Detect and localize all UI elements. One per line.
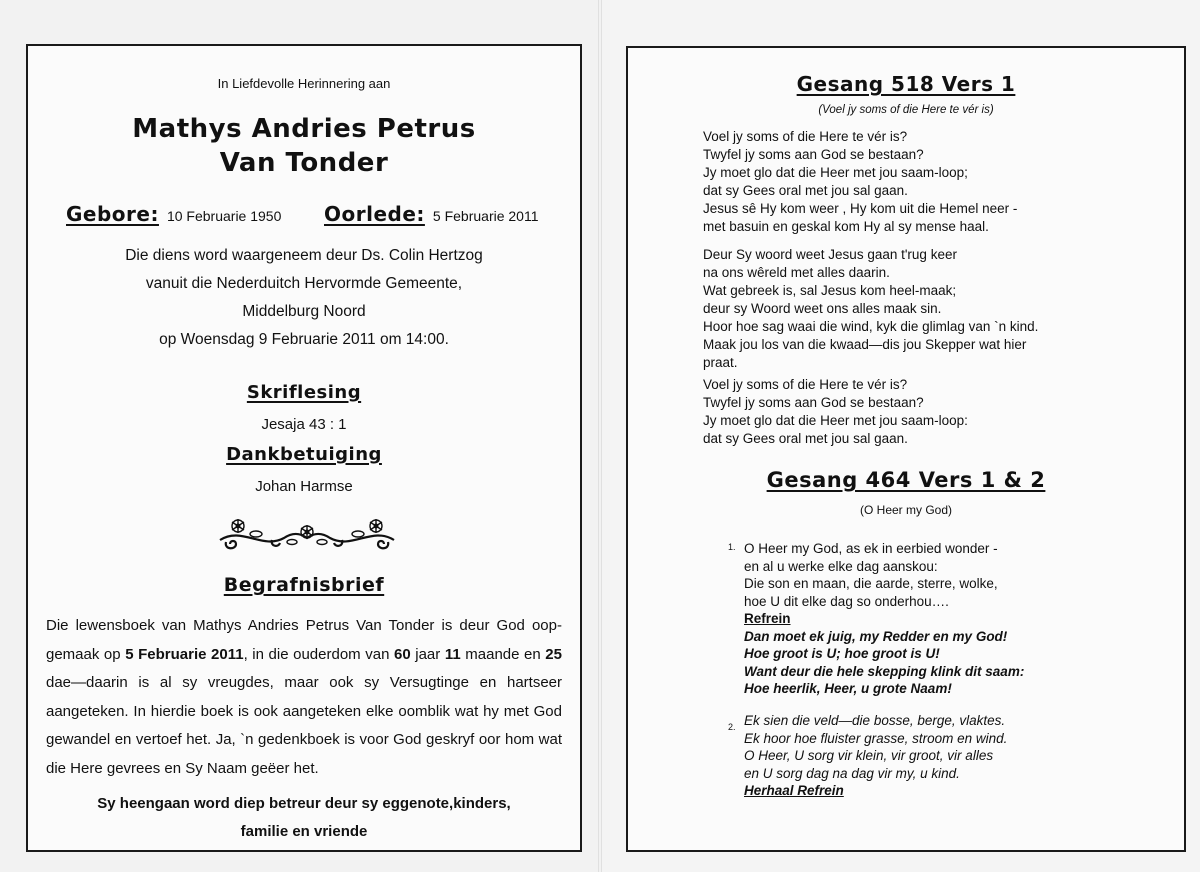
death-date-emphasis: 5 Februarie 2011 (125, 645, 244, 663)
lyric-line: praat. (703, 355, 738, 370)
hymn1-subtitle: (Voel jy soms of die Here te vér is) (818, 104, 994, 116)
refrain-line: Want deur die hele skepping klink dit saam: (744, 663, 1025, 679)
born-date: 10 Februarie 1950 (166, 208, 282, 224)
page-fold (598, 0, 602, 872)
hymn2-subtitle: (O Heer my God) (859, 503, 952, 517)
lyric-line: O Heer, U sorg vir klein, vir groot, vir alles (744, 748, 994, 763)
lyric-line: dat sy Gees oral met jou sal gaan. (703, 183, 908, 198)
service-line: Middelburg Noord (242, 303, 366, 320)
verse2-number: 2. (728, 722, 736, 732)
dates-row (66, 202, 560, 232)
refrain-line: Dan moet ek juig, my Redder en my God! (744, 628, 1008, 644)
lyric-line: deur sy Woord weet ons alles maak sin. (703, 301, 942, 316)
lyric-line: Twyfel jy soms aan God se bestaan? (703, 147, 924, 162)
obituary-part: jaar (410, 645, 445, 663)
deceased-name-line2: Van Tonder (219, 148, 389, 178)
verse1-number: 1. (728, 542, 736, 552)
obituary-heading: Begrafnisbrief (223, 574, 385, 596)
obituary-part: maande en (460, 645, 546, 663)
floral-divider-icon (212, 516, 402, 552)
refrain-label: Refrein (744, 611, 791, 626)
hymn2-title: Gesang 464 Vers 1 & 2 (766, 468, 1046, 492)
age-months: 11 (444, 645, 461, 663)
lyric-line: en U sorg dag na dag vir my, u kind. (744, 765, 960, 781)
lyric-line: Jy moet glo dat die Heer met jou saam-loop; (703, 165, 968, 180)
lyric-line: Hoor hoe sag waai die wind, kyk die glimlag van `n kind. (703, 319, 1039, 334)
scripture-heading: Skriflesing (246, 382, 362, 403)
lyric-line: Ek hoor hoe fluister grasse, stroom en wind. (744, 730, 1008, 746)
hymn1-stanza-1 (703, 128, 1168, 236)
lyric-line: Maak jou los van die kwaad—dis jou Skepper wat hier (703, 337, 1027, 352)
lyric-line: Die son en maan, die aarde, sterre, wolke, (744, 576, 998, 591)
thanks-heading: Dankbetuiging (226, 444, 382, 465)
lyric-line: Jesus sê Hy kom weer , Hy kom uit die Hemel neer - (703, 201, 1018, 216)
obituary-part: dae—daarin is al sy vreugdes, maar ook sy Versugtinge en hartseer aangeteken. In hierdie boek is ook aangeteken elke oomblik wat hy met God gewandel en vertoef het. Ja, `n gedenkboek is voor God geskryf oor hom wat die Here gevrees en Sy Naam geëer het. (46, 674, 562, 777)
repeat-refrain-label: Herhaal Refrein (744, 783, 844, 798)
obituary-part: , in die ouderdom van (243, 645, 394, 663)
refrain-line: Hoe heerlik, Heer, u grote Naam! (744, 681, 952, 696)
lyric-line: Deur Sy woord weet Jesus gaan t'rug keer (703, 247, 957, 262)
lyric-line: dat sy Gees oral met jou sal gaan. (703, 431, 908, 446)
died-label: Oorlede: (324, 202, 425, 226)
hymn1-title: Gesang 518 Vers 1 (796, 72, 1016, 96)
obituary-part: Die lewensboek van Mathys Andries Petrus Van Tonder is deur God oop-gemaak op (46, 617, 562, 663)
lyric-line: na ons wêreld met alles daarin. (703, 265, 890, 280)
obituary-text (46, 612, 562, 783)
deceased-name-line1: Mathys Andries Petrus (132, 114, 476, 144)
lyric-line: met basuin en geskal kom Hy al sy mense haal. (703, 219, 989, 234)
lyric-line: en al u werke elke dag aanskou: (744, 558, 938, 574)
service-details (28, 242, 580, 354)
hymn1-stanza-3 (703, 376, 1168, 448)
closing-text (28, 790, 580, 846)
died-date: 5 Februarie 2011 (432, 208, 539, 224)
lyric-line: O Heer my God, as ek in eerbied wonder - (744, 541, 998, 556)
service-line: op Woensdag 9 Februarie 2011 om 14:00. (159, 331, 449, 348)
thanks-name: Johan Harmse (255, 478, 353, 495)
age-days: 25 (545, 645, 562, 663)
scripture-reference: Jesaja 43 : 1 (261, 416, 347, 433)
lyric-line: Twyfel jy soms aan God se bestaan? (703, 395, 924, 410)
hymns-panel (626, 46, 1186, 852)
lyric-line: hoe U dit elke dag so onderhou…. (744, 593, 949, 609)
lyric-line: Voel jy soms of die Here te vér is? (703, 377, 908, 392)
closing-line: familie en vriende (240, 823, 368, 840)
lyric-line: Ek sien die veld—die bosse, berge, vlaktes. (744, 713, 1006, 728)
memorial-panel (26, 44, 582, 852)
born-label: Gebore: (66, 202, 159, 226)
hymn1-stanza-2 (703, 246, 1168, 372)
service-line: vanuit die Nederduitch Hervormde Gemeente, (145, 275, 463, 292)
hymn2-verse-2 (744, 712, 1174, 800)
hymn2-verse-1 (744, 540, 1174, 698)
refrain-line: Hoe groot is U; hoe groot is U! (744, 646, 940, 661)
lyric-line: Voel jy soms of die Here te vér is? (703, 129, 908, 144)
intro-text: In Liefdevolle Herinnering aan (217, 76, 391, 91)
lyric-line: Jy moet glo dat die Heer met jou saam-loop: (703, 413, 968, 428)
closing-line: Sy heengaan word diep betreur deur sy eggenote,kinders, (97, 795, 511, 812)
lyric-line: Wat gebreek is, sal Jesus kom heel-maak; (703, 283, 957, 298)
age-years: 60 (394, 645, 411, 663)
service-line: Die diens word waargeneem deur Ds. Colin Hertzog (125, 247, 483, 264)
